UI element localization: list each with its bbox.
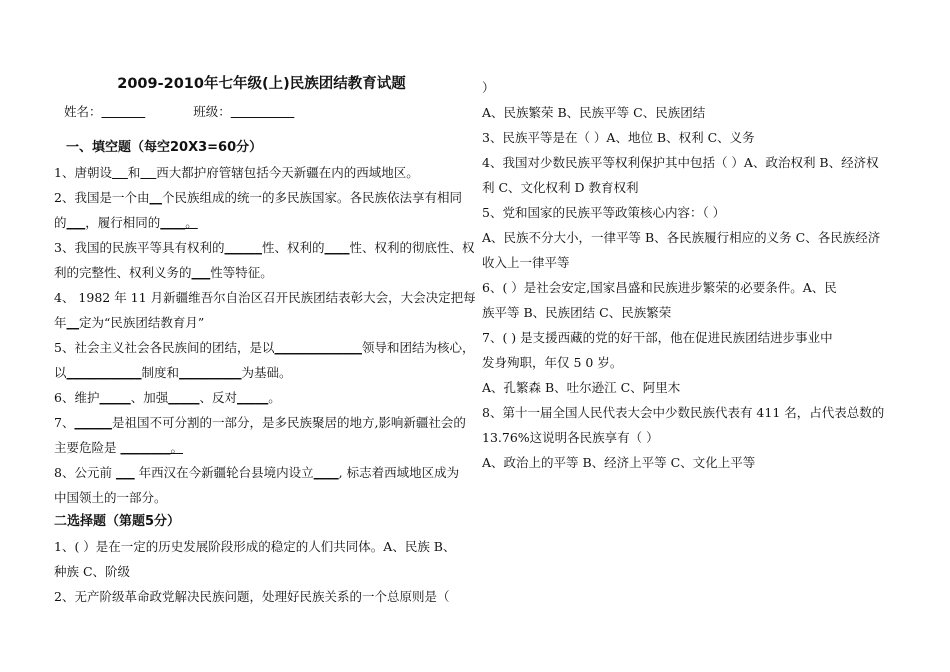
answer-blank[interactable]: ___ [66,215,86,230]
answer-blank[interactable]: __________ [179,365,242,380]
answer-blank[interactable]: _____ [236,390,269,405]
choice-q5-line1: 5、党和国家的民族平等政策核心内容：（ ） [482,205,726,220]
choice-q5-line2: A、民族不分大小，一律平等 B、各民族履行相应的义务 C、各民族经济 [482,230,881,245]
answer-blank[interactable]: ____ [313,465,339,480]
name-label: 姓名： [64,104,102,119]
fill-q3-line1: 3、我国的民族平等具有权利的______性、权利的____性、权利的彻底性、权 [54,240,475,255]
choice-q7-options: A、孔繁森 B、吐尔逊江 C、阿里木 [482,380,681,395]
fill-q5-line2: 以____________制度和__________为基础。 [54,365,292,380]
left-column [54,72,476,609]
fill-q7-line2: 主要危险是 ________。 [54,440,183,455]
answer-blank[interactable]: ______ [74,415,112,430]
answer-blank[interactable]: ____。 [160,215,198,230]
choice-q6-line2: 族平等 B、民族团结 C、民族繁荣 [482,305,672,320]
student-info-row [54,99,469,124]
fill-q4-line1: 4、 1982 年 11 月新疆维吾尔自治区召开民族团结表彰大会，大会决定把每 [54,290,476,305]
choice-q8-line1: 8、第十一届全国人民代表大会中少数民族代表有 411 名，占代表总数的 [482,405,885,420]
choice-q8-line2: 13.76%这说明各民族享有（ ） [482,430,659,445]
choice-q7-line2: 发身殉职，年仅 5 0 岁。 [482,355,623,370]
section2-heading: 二选择题（第题5分） [54,514,181,529]
answer-blank[interactable]: ____ [324,240,350,255]
answer-blank[interactable]: ___ [191,265,211,280]
answer-blank[interactable]: __ [66,315,80,330]
choice-q1-line2: 种族 C、阶级 [54,564,131,579]
answer-blank[interactable]: __ [149,190,162,205]
section1-heading: 一、填空题（每空20X3=60分） [66,140,263,155]
class-label: 班级： [193,104,231,119]
choice-q5-line3: 收入上一律平等 [482,255,570,270]
fill-q2-line2: 的___，履行相同的____。 [54,215,198,230]
choice-q2-line2: ） [482,80,495,95]
choice-q4-line2: 利 C、文化权利 D 教育权利 [482,180,639,195]
fill-q5-line1: 5、社会主义社会各民族间的团结，是以______________领导和团结为核心， [54,340,475,355]
fill-q1: 1、唐朝设 和 西大都护府管辖包括今天新疆在内的西域地区。 [54,165,419,180]
right-column [482,75,896,475]
fill-q8-line2: 中国领土的一部分。 [54,490,167,505]
answer-blank[interactable]: ______________ [274,340,362,355]
choice-q3: 3、民族平等是在（ ）A、地位 B、权利 C、义务 [482,130,755,145]
fill-q3-line2: 利的完整性、权利义务的___性等特征。 [54,265,273,280]
fill-q4-line2: 年__定为“民族团结教育月” [54,315,205,330]
choice-q2-line1: 2、无产阶级革命政党解决民族问题，处理好民族关系的一个总原则是（ [54,589,450,604]
fill-q6: 6、维护_____、加强_____、反对_____。 [54,390,281,405]
choice-q8-options: A、政治上的平等 B、经济上平等 C、文化上平等 [482,455,756,470]
choice-q6-line1: 6、( ）是社会安定,国家昌盛和民族进步繁荣的必要条件。A、民 [482,280,837,295]
answer-blank[interactable]: ___ [115,465,135,480]
answer-blank[interactable]: ____________ [66,365,142,380]
fill-q2-line1: 2、我国是一个由__个民族组成的统一的多民族国家。各民族依法享有相同 [54,190,462,205]
answer-blank[interactable]: ________。 [120,440,183,455]
choice-q2-options: A、民族繁荣 B、民族平等 C、民族团结 [482,105,706,120]
answer-blank[interactable] [140,165,156,180]
choice-q7-line1: 7、( ) 是支援西藏的党的好干部，他在促进民族团结进步事业中 [482,330,833,345]
answer-blank[interactable]: ______ [224,240,262,255]
answer-blank[interactable] [112,165,128,180]
name-field[interactable] [102,104,146,119]
fill-q8-line1: 8、公元前 ___ 年西汉在今新疆轮台县境内设立____, 标志着西域地区成为 [54,465,460,480]
class-field[interactable] [231,104,295,119]
answer-blank[interactable]: _____ [99,390,131,405]
choice-q1-line1: 1、( ）是在一定的历史发展阶段形成的稳定的人们共同体。A、民族 B、 [54,539,456,554]
answer-blank[interactable]: _____ [168,390,200,405]
exam-title: 2009-2010年七年级(上)民族团结教育试题 [117,76,406,92]
choice-q4-line1: 4、我国对少数民族平等权利保护其中包括（ ）A、政治权利 B、经济权 [482,155,879,170]
fill-q7-line1: 7、______是祖国不可分割的一部分，是多民族聚居的地方,影响新疆社会的 [54,415,466,430]
